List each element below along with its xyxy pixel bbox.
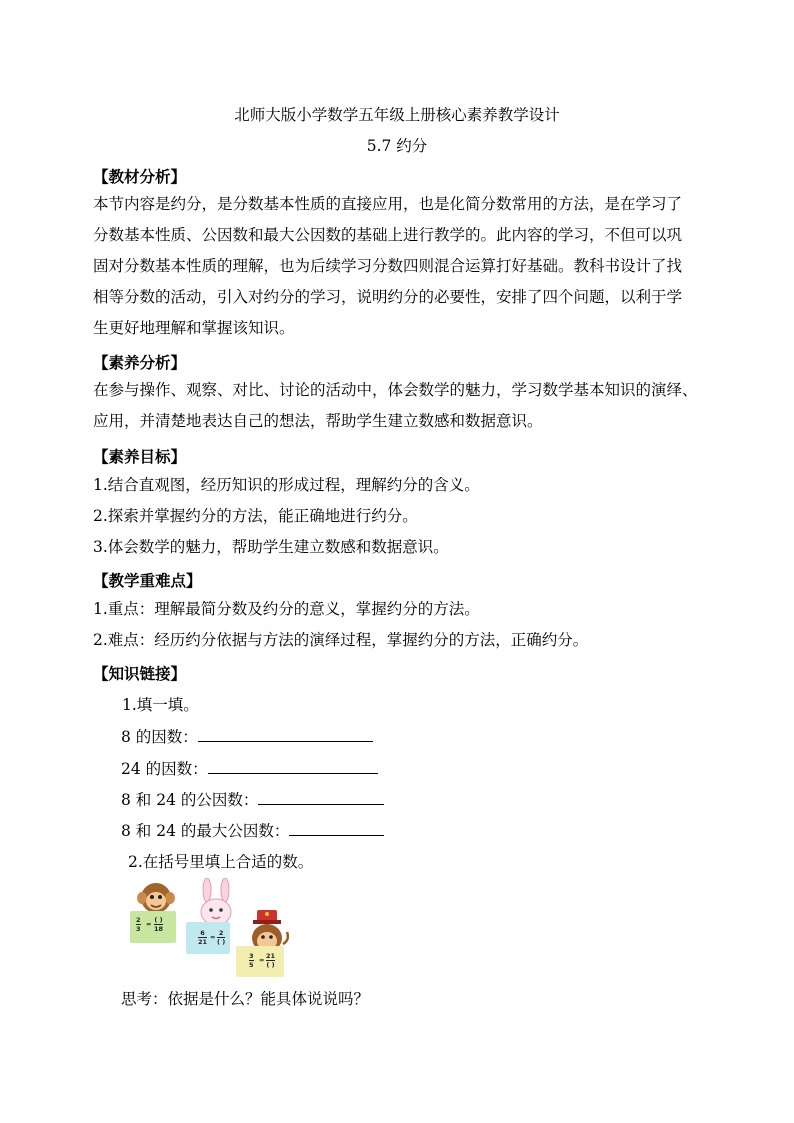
answer-blank[interactable]: [289, 819, 384, 836]
difficulty-item: 2.难点：经历约分依据与方法的演绎过程，掌握约分的方法，正确约分。: [93, 631, 589, 649]
fill-row-factors-24: [121, 757, 378, 779]
goal-item: 3.体会数学的魅力，帮助学生建立数感和数据意识。: [93, 538, 449, 556]
key-point-item: 1.重点：理解最简分数及约分的意义，掌握约分的方法。: [93, 600, 480, 618]
paragraph-line: 固对分数基本性质的理解，也为后续学习分数四则混合运算打好基础。教科书设计了找: [93, 257, 683, 275]
paragraph-line: 生更好地理解和掌握该知识。: [93, 319, 295, 337]
answer-blank[interactable]: [258, 788, 384, 805]
fraction-right: 21 ( ): [266, 952, 276, 969]
rabbit-icon: [198, 878, 234, 928]
heading-textbook-analysis: 【教材分析】: [93, 168, 187, 186]
textbook-analysis-paragraph: [93, 189, 708, 344]
goal-item: 2.探索并掌握约分的方法，能正确地进行约分。: [93, 507, 418, 525]
document-title: 北师大版小学数学五年级上册核心素养教学设计: [234, 106, 560, 124]
fraction-left: 2 3: [136, 916, 141, 933]
heading-literacy-goals: 【素养目标】: [93, 448, 187, 466]
paragraph-line: 应用，并清楚地表达自己的想法，帮助学生建立数感和数据意识。: [93, 412, 543, 430]
fraction-card: 3 5 = 21 ( ): [236, 946, 284, 977]
paragraph-line: 相等分数的活动，引入对约分的学习，说明约分的必要性，安排了四个问题，以利于学: [93, 288, 683, 306]
fraction-right: 2 ( ): [217, 929, 226, 946]
fraction-right: ( ) 18: [154, 916, 164, 933]
question-1: 1.填一填。: [122, 696, 199, 714]
fill-row-gcd: [121, 819, 384, 841]
think-prompt: 思考：依据是什么？能具体说说吗？: [121, 990, 370, 1008]
fill-row-common-factors: [121, 788, 384, 810]
fill-label: 24 的因数：: [121, 760, 208, 778]
heading-knowledge-link: 【知识链接】: [93, 665, 187, 683]
fill-label: 8 和 24 的公因数：: [121, 791, 259, 809]
fraction-card: 6 21 = 2 ( ): [186, 922, 230, 954]
lesson-subtitle: 5.7 约分: [366, 137, 428, 155]
fraction-left: 6 21: [198, 929, 208, 946]
fraction-left: 3 5: [249, 952, 254, 969]
paragraph-line: 本节内容是约分，是分数基本性质的直接应用，也是化简分数常用的方法，是在学习了: [93, 195, 683, 213]
goal-item: 1.结合直观图，经历知识的形成过程，理解约分的含义。: [93, 476, 480, 494]
key-difficulties-list: [93, 594, 708, 656]
paragraph-line: 在参与操作、观察、对比、讨论的活动中，体会数学的魅力，学习数学基本知识的演绎、: [93, 381, 698, 399]
answer-blank[interactable]: [198, 725, 373, 742]
fill-row-factors-8: [121, 725, 373, 747]
paragraph-line: 分数基本性质、公因数和最大公因数的基础上进行教学的。此内容的学习，不但可以巩: [93, 226, 683, 244]
fraction-cards-illustration: [128, 878, 298, 978]
fraction-card: 2 3 = ( ) 18: [130, 911, 176, 943]
heading-key-difficulties: 【教学重难点】: [93, 572, 202, 590]
literacy-analysis-paragraph: [93, 375, 708, 437]
fill-label: 8 的因数：: [121, 728, 198, 746]
literacy-goals-list: [93, 470, 708, 563]
fill-label: 8 和 24 的最大公因数：: [121, 822, 290, 840]
question-2: 2.在括号里填上合适的数。: [128, 853, 314, 871]
answer-blank[interactable]: [208, 757, 378, 774]
heading-literacy-analysis: 【素养分析】: [93, 354, 187, 372]
